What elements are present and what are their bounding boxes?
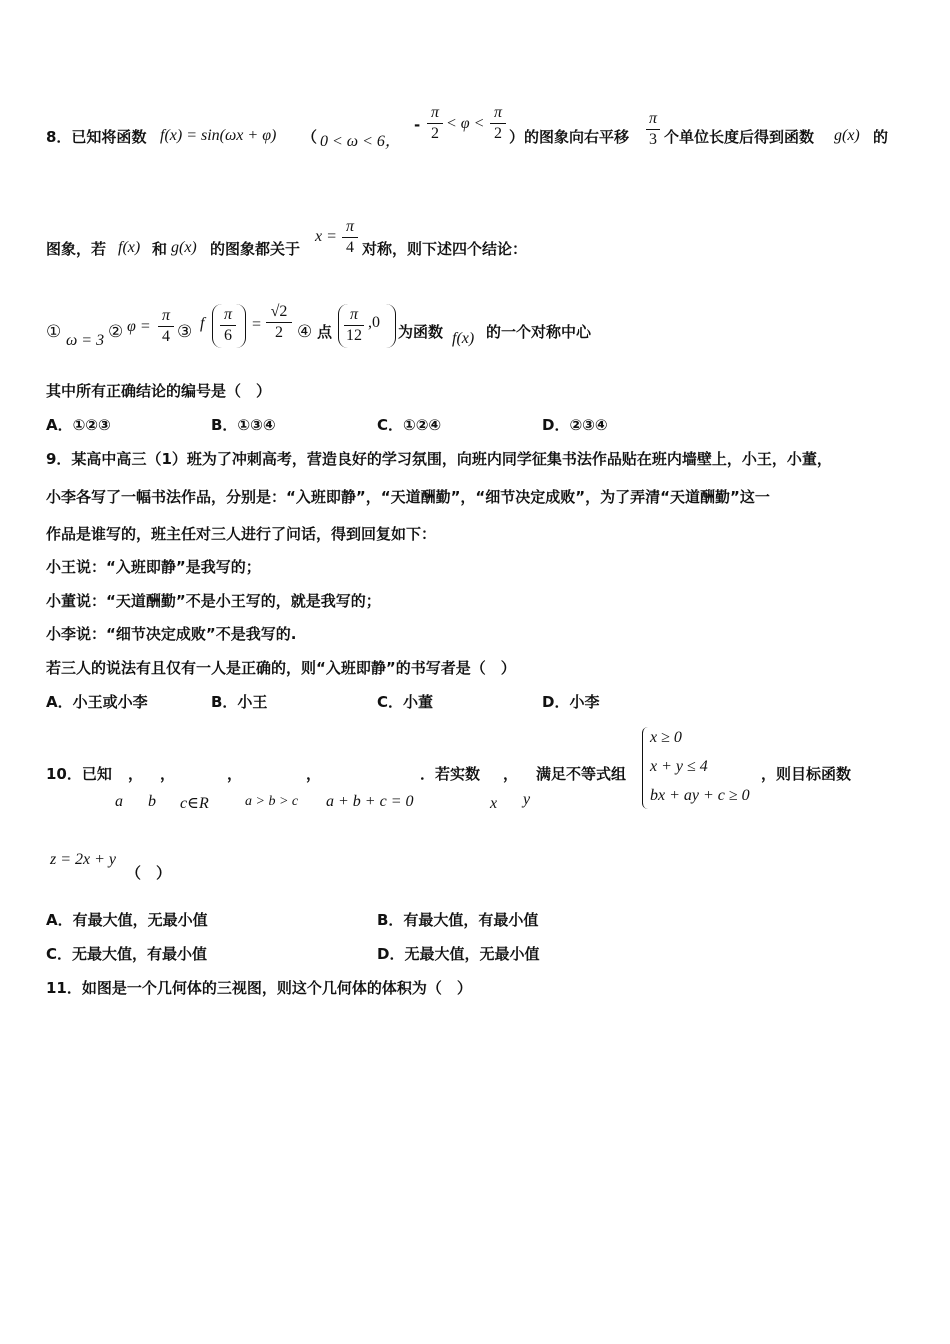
q8-c4-paren — [338, 304, 394, 348]
q8-c3-mark: ③ — [177, 322, 193, 341]
q10-ineq-text: 满足不等式组 — [536, 765, 627, 783]
q8-line1-tail: 的 — [873, 128, 889, 146]
q10-c-in-r: c∈R — [180, 795, 209, 812]
q8-c1-mark: ① — [46, 322, 62, 341]
q8-fx: f(x) — [118, 239, 141, 256]
q8-frac-minus-pi-2: π 2 — [427, 104, 443, 143]
q9-option-b: B．小王 — [211, 693, 268, 711]
q8-lt-phi-lt: < φ < — [446, 115, 485, 132]
q9-line6: 小李说：“细节决定成败”不是我写的. — [46, 625, 297, 643]
q8-g-definition: g(x) — [834, 127, 860, 144]
q8-sym-text: 的图象都关于 — [210, 240, 301, 258]
q8-line2-lead: 图象，若 — [46, 240, 107, 258]
q8-c3-frac-sqrt2-2: √2 2 — [266, 303, 292, 342]
q10-lead: 10．已知 — [46, 765, 112, 783]
q8-option-d: D．②③④ — [542, 416, 608, 434]
q8-frac-pi-4: π 4 — [342, 218, 358, 257]
q8-c2-mark: ② — [108, 322, 124, 341]
q8-option-a: A．①②③ — [46, 416, 111, 434]
q10-option-b: B．有最大值，有最小值 — [377, 911, 539, 929]
q9-line2: 小李各写了一幅书法作品，分别是：“入班即静”，“天道酬勤”，“细节决定成败”，为了弄清“天道酬勤”这一 — [46, 488, 770, 506]
q10-a-gt-b-gt-c: a > b > c — [245, 794, 299, 809]
q10-system-brace — [642, 727, 649, 809]
q8-c4-text: 为函数 — [398, 323, 444, 341]
q9-line5: 小董说：“天道酬勤”不是小王写的，就是我写的； — [46, 592, 381, 610]
q8-and: 和 — [152, 240, 168, 258]
q10-system-line2: x + y ≤ 4 — [650, 758, 708, 775]
q10-bracket: （ ） — [126, 864, 172, 882]
q8-c4-tail: 的一个对称中心 — [486, 323, 592, 341]
q10-var-x: x — [490, 795, 498, 812]
q8-c4-frac-pi-12: π 12 — [346, 306, 362, 344]
q10-option-c: C．无最大值，有最小值 — [46, 945, 208, 963]
q10-comma-5: ， — [503, 765, 519, 783]
q8-frac-pi-3: π 3 — [646, 110, 660, 149]
q10-sum-zero: a + b + c = 0 — [326, 793, 414, 810]
q10-option-d: D．无最大值，无最小值 — [377, 945, 540, 963]
q10-var-a: a — [115, 793, 123, 810]
q8-c3-frac-pi-6: π 6 — [220, 306, 236, 345]
q10-tail: ，则目标函数 — [761, 765, 852, 783]
q8-ask: 其中所有正确结论的编号是（ ） — [46, 382, 272, 400]
q8-option-b: B．①③④ — [211, 416, 276, 434]
q8-phi-minus: - — [414, 116, 421, 134]
q8-c3-eq: = — [252, 316, 262, 333]
q8-omega-range: 0 < ω < 6， — [320, 133, 401, 150]
q8-c4-fx: f(x) — [452, 330, 475, 347]
q8-unit-text: 个单位长度后得到函数 — [664, 128, 815, 146]
q8-option-c: C．①②④ — [377, 416, 442, 434]
q8-c1-expr: ω = 3 — [66, 332, 105, 349]
q8-f-definition: f(x) = sin(ωx + φ) — [160, 127, 277, 144]
q9-line3: 作品是谁写的，班主任对三人进行了问话，得到回复如下： — [46, 525, 437, 543]
q10-var-b: b — [148, 793, 156, 810]
q8-shift-text: ）的图象向右平移 — [509, 128, 630, 146]
q8-c3-f: f — [200, 315, 205, 332]
q8-gx: g(x) — [171, 239, 197, 256]
q10-system-line1: x ≥ 0 — [650, 729, 682, 746]
q11-line1: 11．如图是一个几何体的三视图，则这个几何体的体积为（ ） — [46, 979, 472, 997]
q9-line4: 小王说：“入班即静”是我写的； — [46, 558, 261, 576]
q8-c3-paren — [212, 304, 244, 348]
q8-frac-pi-2: π 2 — [490, 104, 506, 143]
q8-paren-open: （ — [302, 128, 318, 146]
q10-mid: ．若实数 — [420, 765, 481, 783]
q10-comma-1: ， — [128, 765, 144, 783]
q10-system-line3: bx + ay + c ≥ 0 — [650, 787, 750, 804]
q9-line7: 若三人的说法有且仅有一人是正确的，则“入班即静”的书写者是（ ） — [46, 659, 516, 677]
q10-option-a: A．有最大值，无最小值 — [46, 911, 208, 929]
q8-line1-lead: 8．已知将函数 — [46, 128, 147, 146]
q10-comma-3: ， — [227, 765, 243, 783]
q10-z-definition: z = 2x + y — [50, 851, 117, 868]
q9-option-a: A．小王或小李 — [46, 693, 148, 711]
q8-c4-mark: ④ — [297, 322, 313, 341]
q10-comma-4: ， — [306, 765, 322, 783]
q9-option-c: C．小董 — [377, 693, 434, 711]
q8-c2-frac-pi-4: π 4 — [158, 307, 174, 346]
q8-c4-comma0: ,0 — [368, 314, 380, 331]
q9-line1: 9．某高中高三（1）班为了冲刺高考，营造良好的学习氛围，向班内同学征集书法作品贴在班内墙壁上，小王，小董， — [46, 450, 832, 468]
q9-option-d: D．小李 — [542, 693, 600, 711]
q8-x-eq: x = — [315, 228, 337, 245]
q10-var-y: y — [523, 791, 531, 808]
q8-c4-point: 点 — [317, 323, 333, 341]
q8-line2-tail: 对称，则下述四个结论： — [362, 240, 528, 258]
q10-comma-2: ， — [160, 765, 176, 783]
q8-c2-lhs: φ = — [127, 318, 151, 335]
